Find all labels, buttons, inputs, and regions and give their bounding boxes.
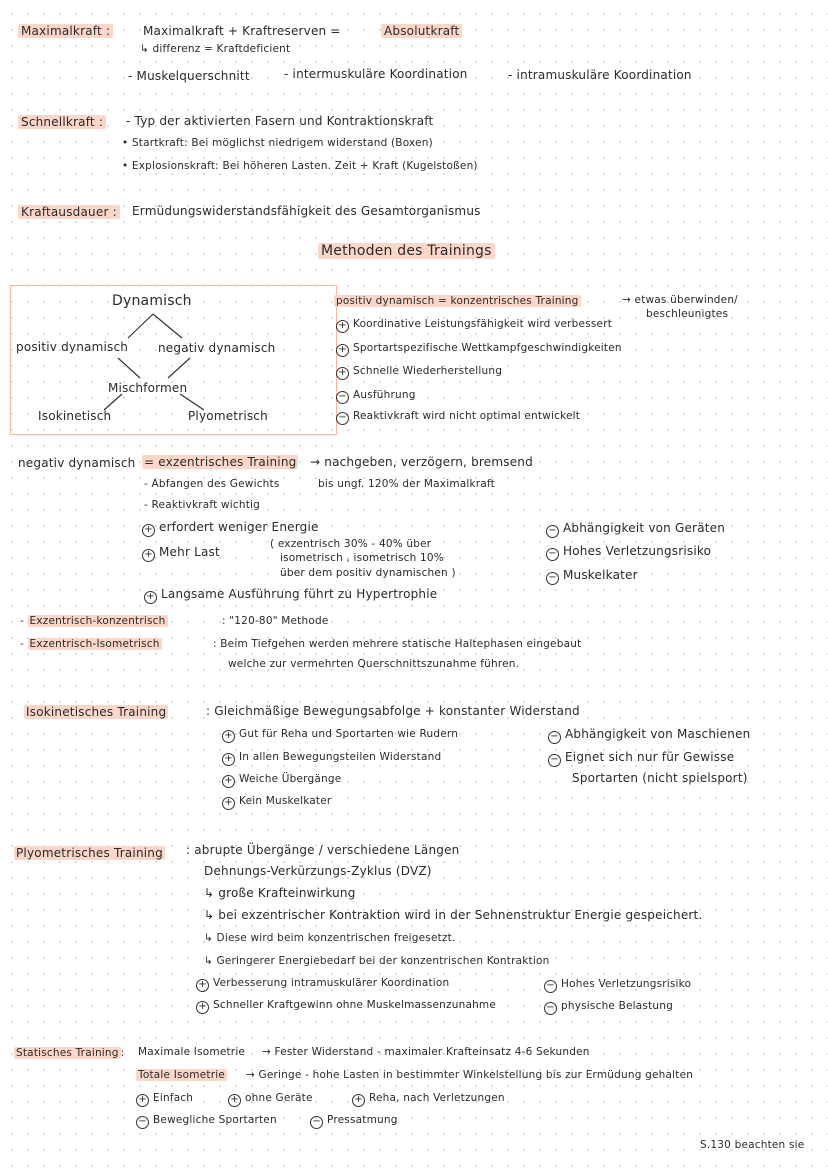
totale-isometrie: Totale Isometrie <box>138 1069 226 1081</box>
negdyn-reaktivkraft: - Reaktivkraft wichtig <box>144 499 261 511</box>
plyo-krafteinwirkung: ↳ große Krafteinwirkung <box>204 886 356 900</box>
negdyn-minus-1: − Abhängigkeit von Geräten <box>546 521 725 538</box>
plus-icon: + <box>222 797 235 810</box>
exzentrisch-isometrisch-label: - Exzentrisch-Isometrisch <box>20 638 160 650</box>
statisch-minus-2: − Pressatmung <box>310 1114 398 1129</box>
kraftausdauer-label: Kraftausdauer : <box>18 205 120 219</box>
isokin-label: Isokinetisches Training <box>26 705 167 719</box>
plus-icon: + <box>142 524 155 537</box>
posdyn-minus-1: − Ausführung <box>336 389 416 404</box>
kraftdefizit-note: ↳ differenz = Kraftdeficient <box>140 43 291 55</box>
minus-icon: − <box>336 391 349 404</box>
plus-icon: + <box>222 730 235 743</box>
totale-isometrie-text: → Geringe - hohe Lasten in bestimmter Winkelstellung bis zur Ermüdung gehalten <box>246 1069 694 1081</box>
exzentrisch-isometrisch-text-2: welche zur vermehrten Querschnittszunahme führen. <box>228 658 520 670</box>
diagram-dynamisch: Dynamisch <box>112 293 192 309</box>
absolutkraft-label: Absolutkraft <box>381 24 462 38</box>
diagram-line-isokinetic <box>104 394 122 410</box>
plyo-plus-2: + Schneller Kraftgewinn ohne Muskelmassenzunahme <box>196 999 496 1014</box>
diagram-negativ: negativ dynamisch <box>158 341 276 355</box>
minus-icon: − <box>336 412 349 425</box>
statisch-label: Statisches Training : <box>16 1047 125 1059</box>
plyo-text: : abrupte Übergänge / verschiedene Längen <box>186 843 460 857</box>
statisch-plus-3: + Reha, nach Verletzungen <box>352 1092 505 1107</box>
schnellkraft-label: Schnellkraft : <box>18 115 106 129</box>
plus-icon: + <box>196 979 209 992</box>
posdyn-plus-2: + Sportartspezifische Wettkampfgeschwindigkeiten <box>336 342 622 357</box>
methods-title: Methoden des Trainings <box>318 243 495 259</box>
minus-icon: − <box>546 572 559 585</box>
negdyn-bracket-2: isometrisch , isometrisch 10% <box>280 552 444 564</box>
posdyn-plus-3: + Schnelle Wiederherstellung <box>336 365 502 380</box>
plus-icon: + <box>196 1001 209 1014</box>
plyo-plus-1: + Verbesserung intramuskulärer Koordination <box>196 977 449 992</box>
negdyn-abfangen-cont: bis ungf. 120% der Maximalkraft <box>318 478 495 490</box>
exzentrisch-konzentrisch-label: - Exzentrisch-konzentrisch <box>20 615 166 627</box>
plus-icon: + <box>336 320 349 333</box>
maximale-isometrie: Maximale Isometrie <box>138 1046 246 1058</box>
plus-icon: + <box>336 344 349 357</box>
plyo-dvz: Dehnungs-Verkürzungs-Zyklus (DVZ) <box>204 864 432 878</box>
schnellkraft-line: - Typ der aktivierten Fasern und Kontraktionskraft <box>126 114 434 128</box>
plus-icon: + <box>222 753 235 766</box>
minus-icon: − <box>310 1116 323 1129</box>
minus-icon: − <box>546 525 559 538</box>
diagram-line-plyometric <box>180 394 204 410</box>
negdyn-eq: = exzentrisches Training <box>144 455 297 469</box>
negdyn-minus-3: − Muskelkater <box>546 568 638 585</box>
negdyn-bracket-3: über dem positiv dynamischen ) <box>280 567 456 579</box>
isokin-minus-1: − Abhängigkeit von Maschienen <box>548 727 750 744</box>
posdyn-heading: positiv dynamisch = konzentrisches Training <box>336 295 579 307</box>
posdyn-arrow-cont: beschleunigtes <box>646 308 729 320</box>
plus-icon: + <box>336 367 349 380</box>
negdyn-plus-2: + Mehr Last <box>142 545 220 562</box>
exzentrisch-konzentrisch-text: : "120-80" Methode <box>222 615 329 627</box>
minus-icon: − <box>544 1002 557 1015</box>
explosionskraft-bullet: • Explosionskraft: Bei höheren Lasten. Zeit + Kraft (Kugelstoßen) <box>122 160 478 172</box>
muskelquerschnitt-item: - Muskelquerschnitt <box>128 69 250 83</box>
minus-icon: − <box>548 754 561 767</box>
plus-icon: + <box>352 1094 365 1107</box>
posdyn-minus-2: − Reaktivkraft wird nicht optimal entwickelt <box>336 410 580 425</box>
plus-icon: + <box>136 1094 149 1107</box>
diagram-positiv: positiv dynamisch <box>16 340 129 354</box>
statisch-plus-1: + Einfach <box>136 1092 193 1107</box>
isokin-plus-3: + Weiche Übergänge <box>222 773 341 788</box>
plyo-energiebedarf: ↳ Geringerer Energiebedarf bei der konzentrischen Kontraktion <box>204 955 550 967</box>
diagram-line-merge-right <box>168 358 190 378</box>
statisch-plus-2: + ohne Geräte <box>228 1092 313 1107</box>
diagram-line-left <box>128 314 153 338</box>
maximalkraft-label: Maximalkraft : <box>18 24 113 38</box>
negdyn-abfangen: - Abfangen des Gewichts <box>144 478 280 490</box>
plyo-minus-1: − Hohes Verletzungsrisiko <box>544 978 691 993</box>
plus-icon: + <box>144 591 157 604</box>
negdyn-plus-3: + Langsame Ausführung führt zu Hypertrophie <box>144 587 437 604</box>
minus-icon: − <box>546 548 559 561</box>
page-footer-note: S.130 beachten sie <box>700 1139 805 1151</box>
isokin-minus-2: − Eignet sich nur für Gewisse <box>548 750 734 767</box>
posdyn-plus-1: + Koordinative Leistungsfähigkeit wird verbessert <box>336 318 612 333</box>
plus-icon: + <box>142 549 155 562</box>
minus-icon: − <box>544 980 557 993</box>
negdyn-minus-2: − Hohes Verletzungsrisiko <box>546 544 711 561</box>
posdyn-arrow: → etwas überwinden/ <box>622 294 738 306</box>
negdyn-bracket-1: ( exzentrisch 30% - 40% über <box>270 538 432 550</box>
exzentrisch-isometrisch-text: : Beim Tiefgehen werden mehrere statische Haltephasen eingebaut <box>213 638 582 650</box>
minus-icon: − <box>548 731 561 744</box>
statisch-minus-1: − Bewegliche Sportarten <box>136 1114 277 1129</box>
isokin-plus-1: + Gut für Reha und Sportarten wie Rudern <box>222 728 458 743</box>
isokin-plus-4: + Kein Muskelkater <box>222 795 331 810</box>
diagram-line-right <box>153 314 182 338</box>
isokin-minus-2-cont: Sportarten (nicht spielsport) <box>572 771 748 785</box>
startkraft-bullet: • Startkraft: Bei möglichst niedrigem widerstand (Boxen) <box>122 137 433 149</box>
maximalkraft-formula: Maximalkraft + Kraftreserven = <box>143 24 341 38</box>
plus-icon: + <box>222 775 235 788</box>
isokin-plus-2: + In allen Bewegungsteilen Widerstand <box>222 751 441 766</box>
diagram-plyometrisch: Plyometrisch <box>188 409 268 423</box>
plyo-freigesetzt: ↳ Diese wird beim konzentrischen freigesetzt. <box>204 932 456 944</box>
negdyn-label: negativ dynamisch <box>18 456 136 470</box>
intramuskulaer-item: - intramuskuläre Koordination <box>508 68 692 82</box>
intermuskulaer-item: - intermuskuläre Koordination <box>284 67 468 81</box>
plyo-minus-2: − physische Belastung <box>544 1000 673 1015</box>
plyo-label: Plyometrisches Training <box>16 846 163 860</box>
diagram-mischformen: Mischformen <box>108 381 188 395</box>
maximale-isometrie-text: → Fester Widerstand - maximaler Krafteinsatz 4-6 Sekunden <box>262 1046 590 1058</box>
plyo-energie-gespeichert: ↳ bei exzentrischer Kontraktion wird in der Sehnenstruktur Energie gespeichert. <box>204 908 703 922</box>
kraftausdauer-text: Ermüdungswiderstandsfähigkeit des Gesamtorganismus <box>132 204 481 218</box>
negdyn-plus-1: + erfordert weniger Energie <box>142 520 319 537</box>
isokin-text: : Gleichmäßige Bewegungsabfolge + konstanter Widerstand <box>206 704 580 718</box>
diagram-line-merge-left <box>118 358 140 378</box>
minus-icon: − <box>136 1116 149 1129</box>
plus-icon: + <box>228 1094 241 1107</box>
negdyn-eq-arrow: → nachgeben, verzögern, bremsend <box>310 455 533 469</box>
diagram-isokinetisch: Isokinetisch <box>38 409 112 423</box>
